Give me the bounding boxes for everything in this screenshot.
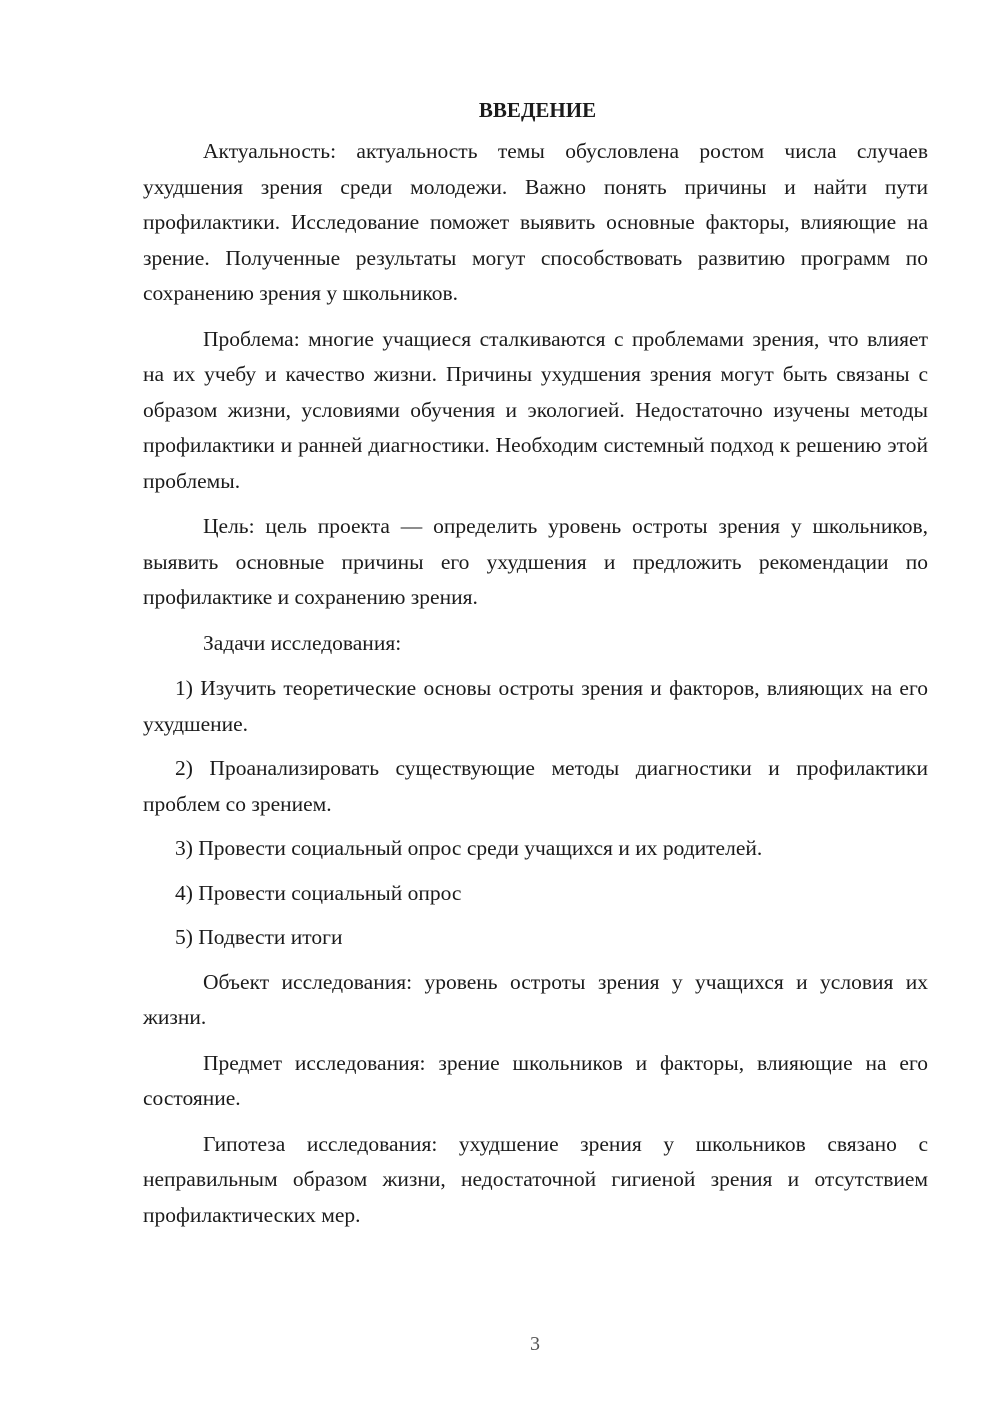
tasks-list: [143, 671, 928, 956]
list-item: 2) Проанализировать существующие методы диагностики и профилактики проблем со зрением.: [143, 756, 928, 816]
object-paragraph: Объект исследования: уровень остроты зрения у учащихся и условия их жизни.: [143, 969, 928, 1029]
list-item: 5) Подвести итоги: [175, 925, 343, 949]
tasks-heading: Задачи исследования:: [203, 630, 402, 655]
page-title: ВВЕДЕНИЕ: [478, 98, 597, 122]
relevance-paragraph: Актуальность: актуальность темы обусловлена ростом числа случаев ухудшения зрения среди молодежи. Важно понять причины и найти пути профилактики. Исследование поможет выявить основные факторы, влияющие на зрение. Полученные результаты могут способствовать развитию программ по сохранению зрения у школьников.: [143, 139, 928, 305]
goal-paragraph: Цель: цель проекта — определить уровень остроты зрения у школьников, выявить основные причины его ухудшения и предложить рекомендации по профилактике и сохранению зрения.: [143, 514, 928, 609]
problem-paragraph: Проблема: многие учащиеся сталкиваются с проблемами зрения, что влияет на их учебу и качество жизни. Причины ухудшения зрения могут быть связаны с образом жизни, условиями обучения и экологией. Недостаточно изучены методы профилактики и ранней диагностики. Необходим системный подход к решению этой проблемы.: [143, 326, 928, 493]
page-number: 3: [530, 1333, 540, 1355]
list-item: 1) Изучить теоретические основы остроты зрения и факторов, влияющих на его ухудшение.: [143, 676, 928, 736]
hypothesis-paragraph: Гипотеза исследования: ухудшение зрения у школьников связано с неправильным образом жизни, недостаточной гигиеной зрения и отсутствием профилактических мер.: [143, 1131, 928, 1227]
subject-paragraph: Предмет исследования: зрение школьников и факторы, влияющие на его состояние.: [143, 1050, 928, 1110]
list-item: 3) Провести социальный опрос среди учащихся и их родителей.: [175, 836, 763, 860]
list-item: 4) Провести социальный опрос: [175, 880, 462, 905]
